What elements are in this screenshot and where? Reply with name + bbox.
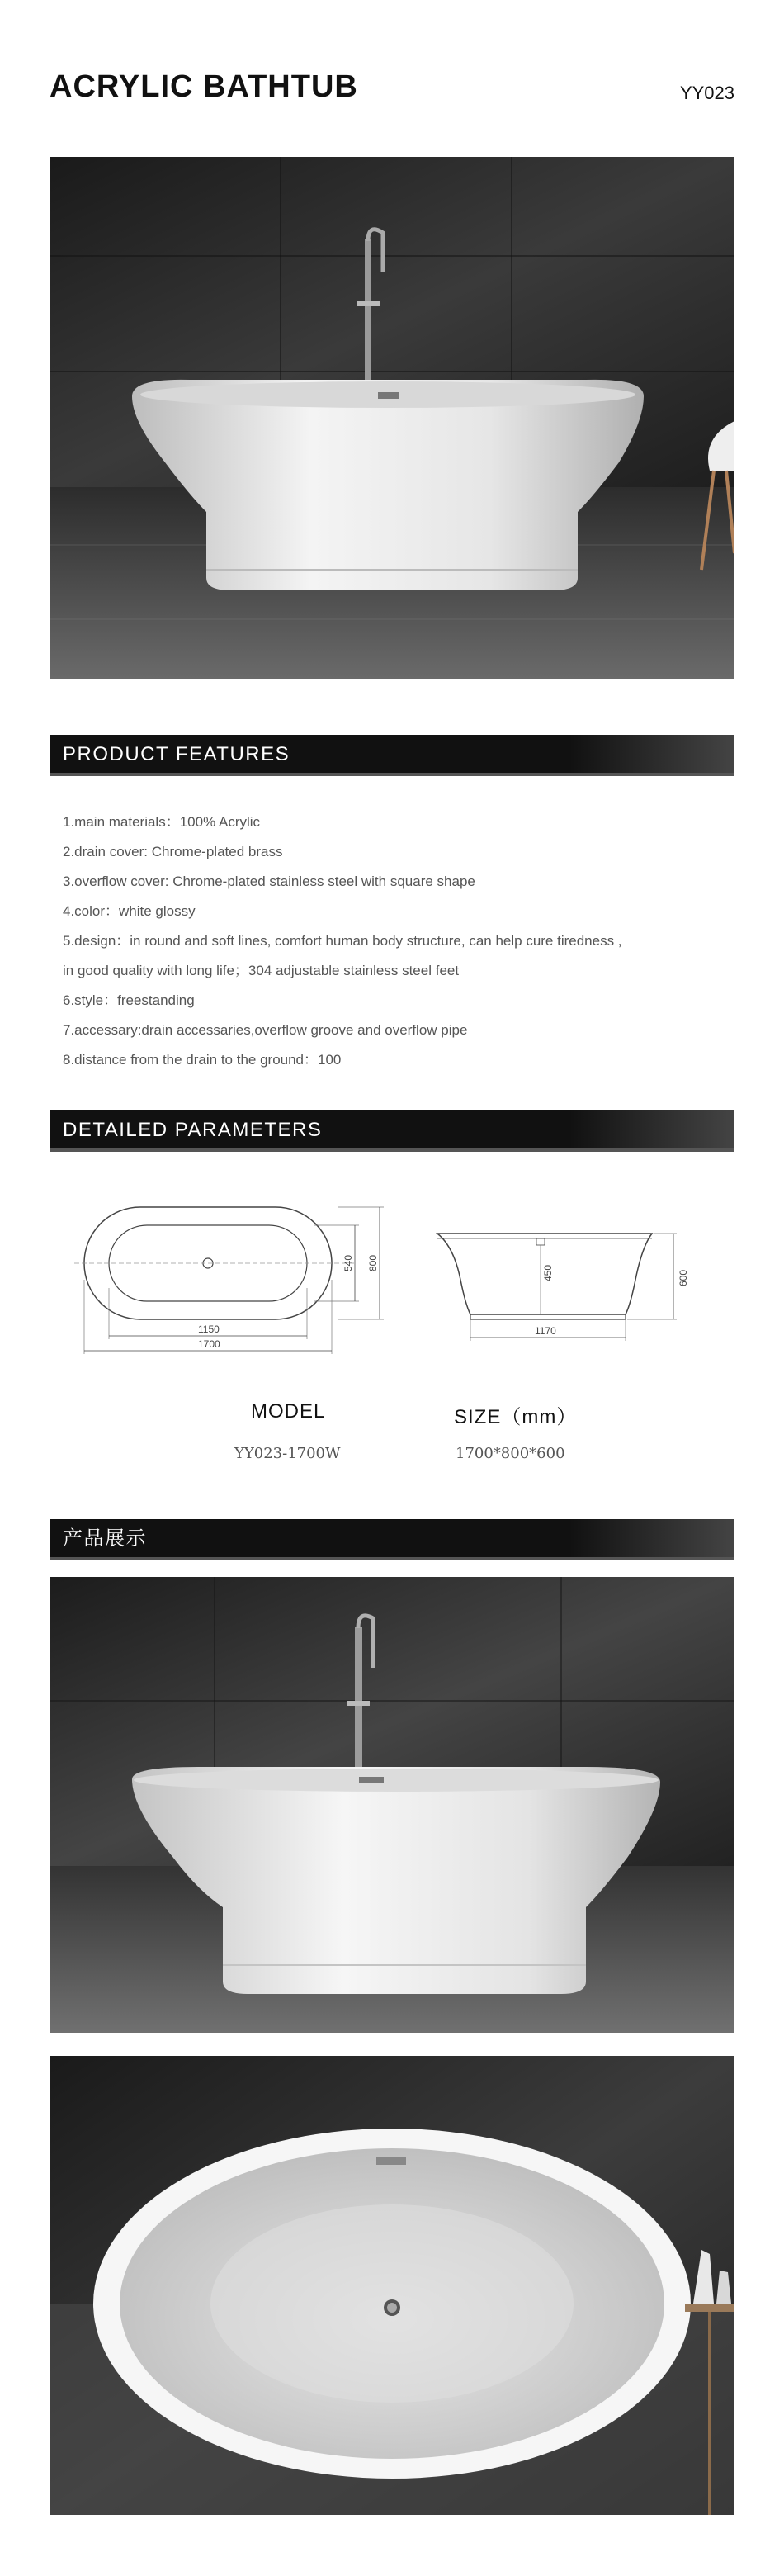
hero-bathtub-photo (50, 157, 734, 679)
feature-item: 2.drain cover: Chrome-plated brass (63, 844, 283, 859)
display-photo-front (50, 1577, 734, 2033)
feature-item: 1.main materials：100% Acrylic (63, 814, 261, 830)
side-view-diagram (429, 1222, 710, 1354)
model-code: YY023 (679, 83, 734, 103)
top-view-diagram (74, 1197, 404, 1362)
features-list (63, 807, 723, 1075)
parameters-title: DETAILED PARAMETERS (63, 1119, 323, 1141)
dim-outer-width: 800 (367, 1254, 379, 1271)
features-section-bar (50, 735, 734, 776)
dim-inner-width: 540 (342, 1254, 354, 1271)
size-value: 1700*800*600 (456, 1445, 565, 1462)
feature-item: 4.color：white glossy (63, 903, 196, 919)
feature-item: 7.accessary:drain accessaries,overflow groove and overflow pipe (63, 1022, 468, 1038)
feature-item: 5.design：in round and soft lines, comfort human body structure, can help cure tiredness , (63, 933, 622, 949)
feature-item: in good quality with long life；304 adjustable stainless steel feet (63, 963, 460, 978)
dim-inner-depth: 450 (542, 1264, 554, 1281)
feature-item: 8.distance from the drain to the ground：100 (63, 1052, 342, 1068)
size-label: SIZE（mm） (454, 1406, 578, 1428)
features-title: PRODUCT FEATURES (63, 743, 290, 765)
dim-height: 600 (678, 1269, 689, 1286)
display-section-bar (50, 1519, 734, 1560)
dim-inner-length: 1150 (198, 1324, 220, 1335)
display-photo-top (50, 2056, 734, 2515)
dim-base-length: 1170 (535, 1325, 556, 1337)
dim-outer-length: 1700 (198, 1338, 220, 1350)
model-label: MODEL (251, 1400, 326, 1423)
feature-item: 3.overflow cover: Chrome-plated stainless steel with square shape (63, 874, 475, 889)
page-title: ACRYLIC BATHTUB (50, 69, 358, 104)
parameters-section-bar (50, 1110, 734, 1152)
feature-item: 6.style：freestanding (63, 992, 195, 1008)
model-value: YY023-1700W (234, 1445, 341, 1462)
display-title: 产品展示 (63, 1527, 147, 1550)
